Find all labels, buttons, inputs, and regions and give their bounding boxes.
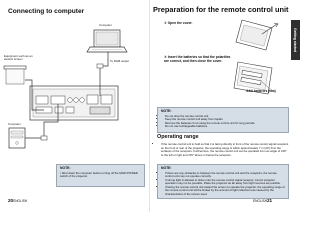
projector-rear-panel: [30, 86, 118, 120]
step-1-text: ① Open the cover.: [164, 21, 193, 25]
right-page-number: [253, 199, 272, 204]
right-page-language: ENGLISH: [253, 199, 267, 203]
right-note2-item: • If facing the remote control unit toward the screen to operate the projector, the operating range of the remote control unit will be limited by the amount of light reflection loss caused by the characteristics of the screen used.: [165, 186, 285, 196]
page-fold: [149, 0, 150, 212]
left-page-language: ENGLISH: [13, 199, 28, 203]
label-computer-top: Computer: [99, 23, 112, 27]
label-computer-bottom: Computer: [8, 122, 21, 126]
operating-range-heading: Operating range: [157, 134, 199, 140]
right-note2-item: • If strong light is allowed to shine onto the remote control signal receptor, correct projector operation may not be possible. Place the projector as far away from light sources as possible.: [165, 179, 285, 186]
computer-top-laptop: [87, 30, 127, 52]
label-equipment: Equipment such as an electric screen: [4, 54, 33, 62]
right-note-item: • Do not drop the remote control unit.: [165, 115, 285, 118]
step-2-text: ② Insert the batteries so that the polarities are correct, and then close the cover.: [164, 55, 231, 63]
right-page-number-value: 21: [267, 198, 273, 203]
right-page-title: Preparation for the remote control unit: [153, 5, 289, 14]
right-note-item: • Remove the batteries if not using the remote control unit for long periods.: [165, 122, 285, 125]
right-note2-list: [161, 172, 285, 196]
left-note-text: • Shut down the computer before turning off the MAIN POWER switch of the projector.: [60, 170, 138, 179]
right-note2-heading: NOTE:: [161, 166, 172, 170]
left-note-heading: NOTE:: [60, 166, 71, 170]
right-note2-item: • If there are any obstacles in between the remote control unit and the receptors, the remote control unit may not operate correctly.: [165, 172, 285, 179]
operating-range-text: • If the remote control unit is held so that it is facing directly in front of the remote control signal receptors on the front or rear of the projector, the operating range is within approximately 7 m (23′) from the surfaces of the receptors. Furthermore, the remote control unit can be operated from an angle of ±30° to the left or right and ±15° above or below the receptors.: [161, 143, 289, 158]
left-page-number-value: 20: [8, 198, 14, 203]
right-note-box: [157, 107, 289, 133]
right-note-item: • Keep the remote control unit away from liquids.: [165, 118, 285, 121]
operating-range-body: [157, 143, 289, 158]
remote-open-cover: [236, 20, 278, 50]
side-tab-label: Getting started: [293, 27, 298, 53]
left-note-box: [56, 164, 145, 187]
electric-screen-equipment: [4, 66, 26, 84]
left-page-number: [8, 199, 27, 204]
computer-bottom-tower: [9, 128, 25, 148]
right-note-list: [161, 115, 285, 129]
label-rgb-output: To RGB output: [110, 59, 129, 63]
right-note-heading: NOTE:: [161, 109, 172, 113]
right-note-item: • Do not use rechargeable batteries.: [165, 125, 285, 128]
getting-started-side-tab: [291, 20, 300, 60]
right-note2-box: [157, 164, 289, 199]
left-page-title: Connecting to computer: [8, 8, 85, 15]
aaa-batteries-label: AAA batteries (two): [246, 89, 276, 93]
